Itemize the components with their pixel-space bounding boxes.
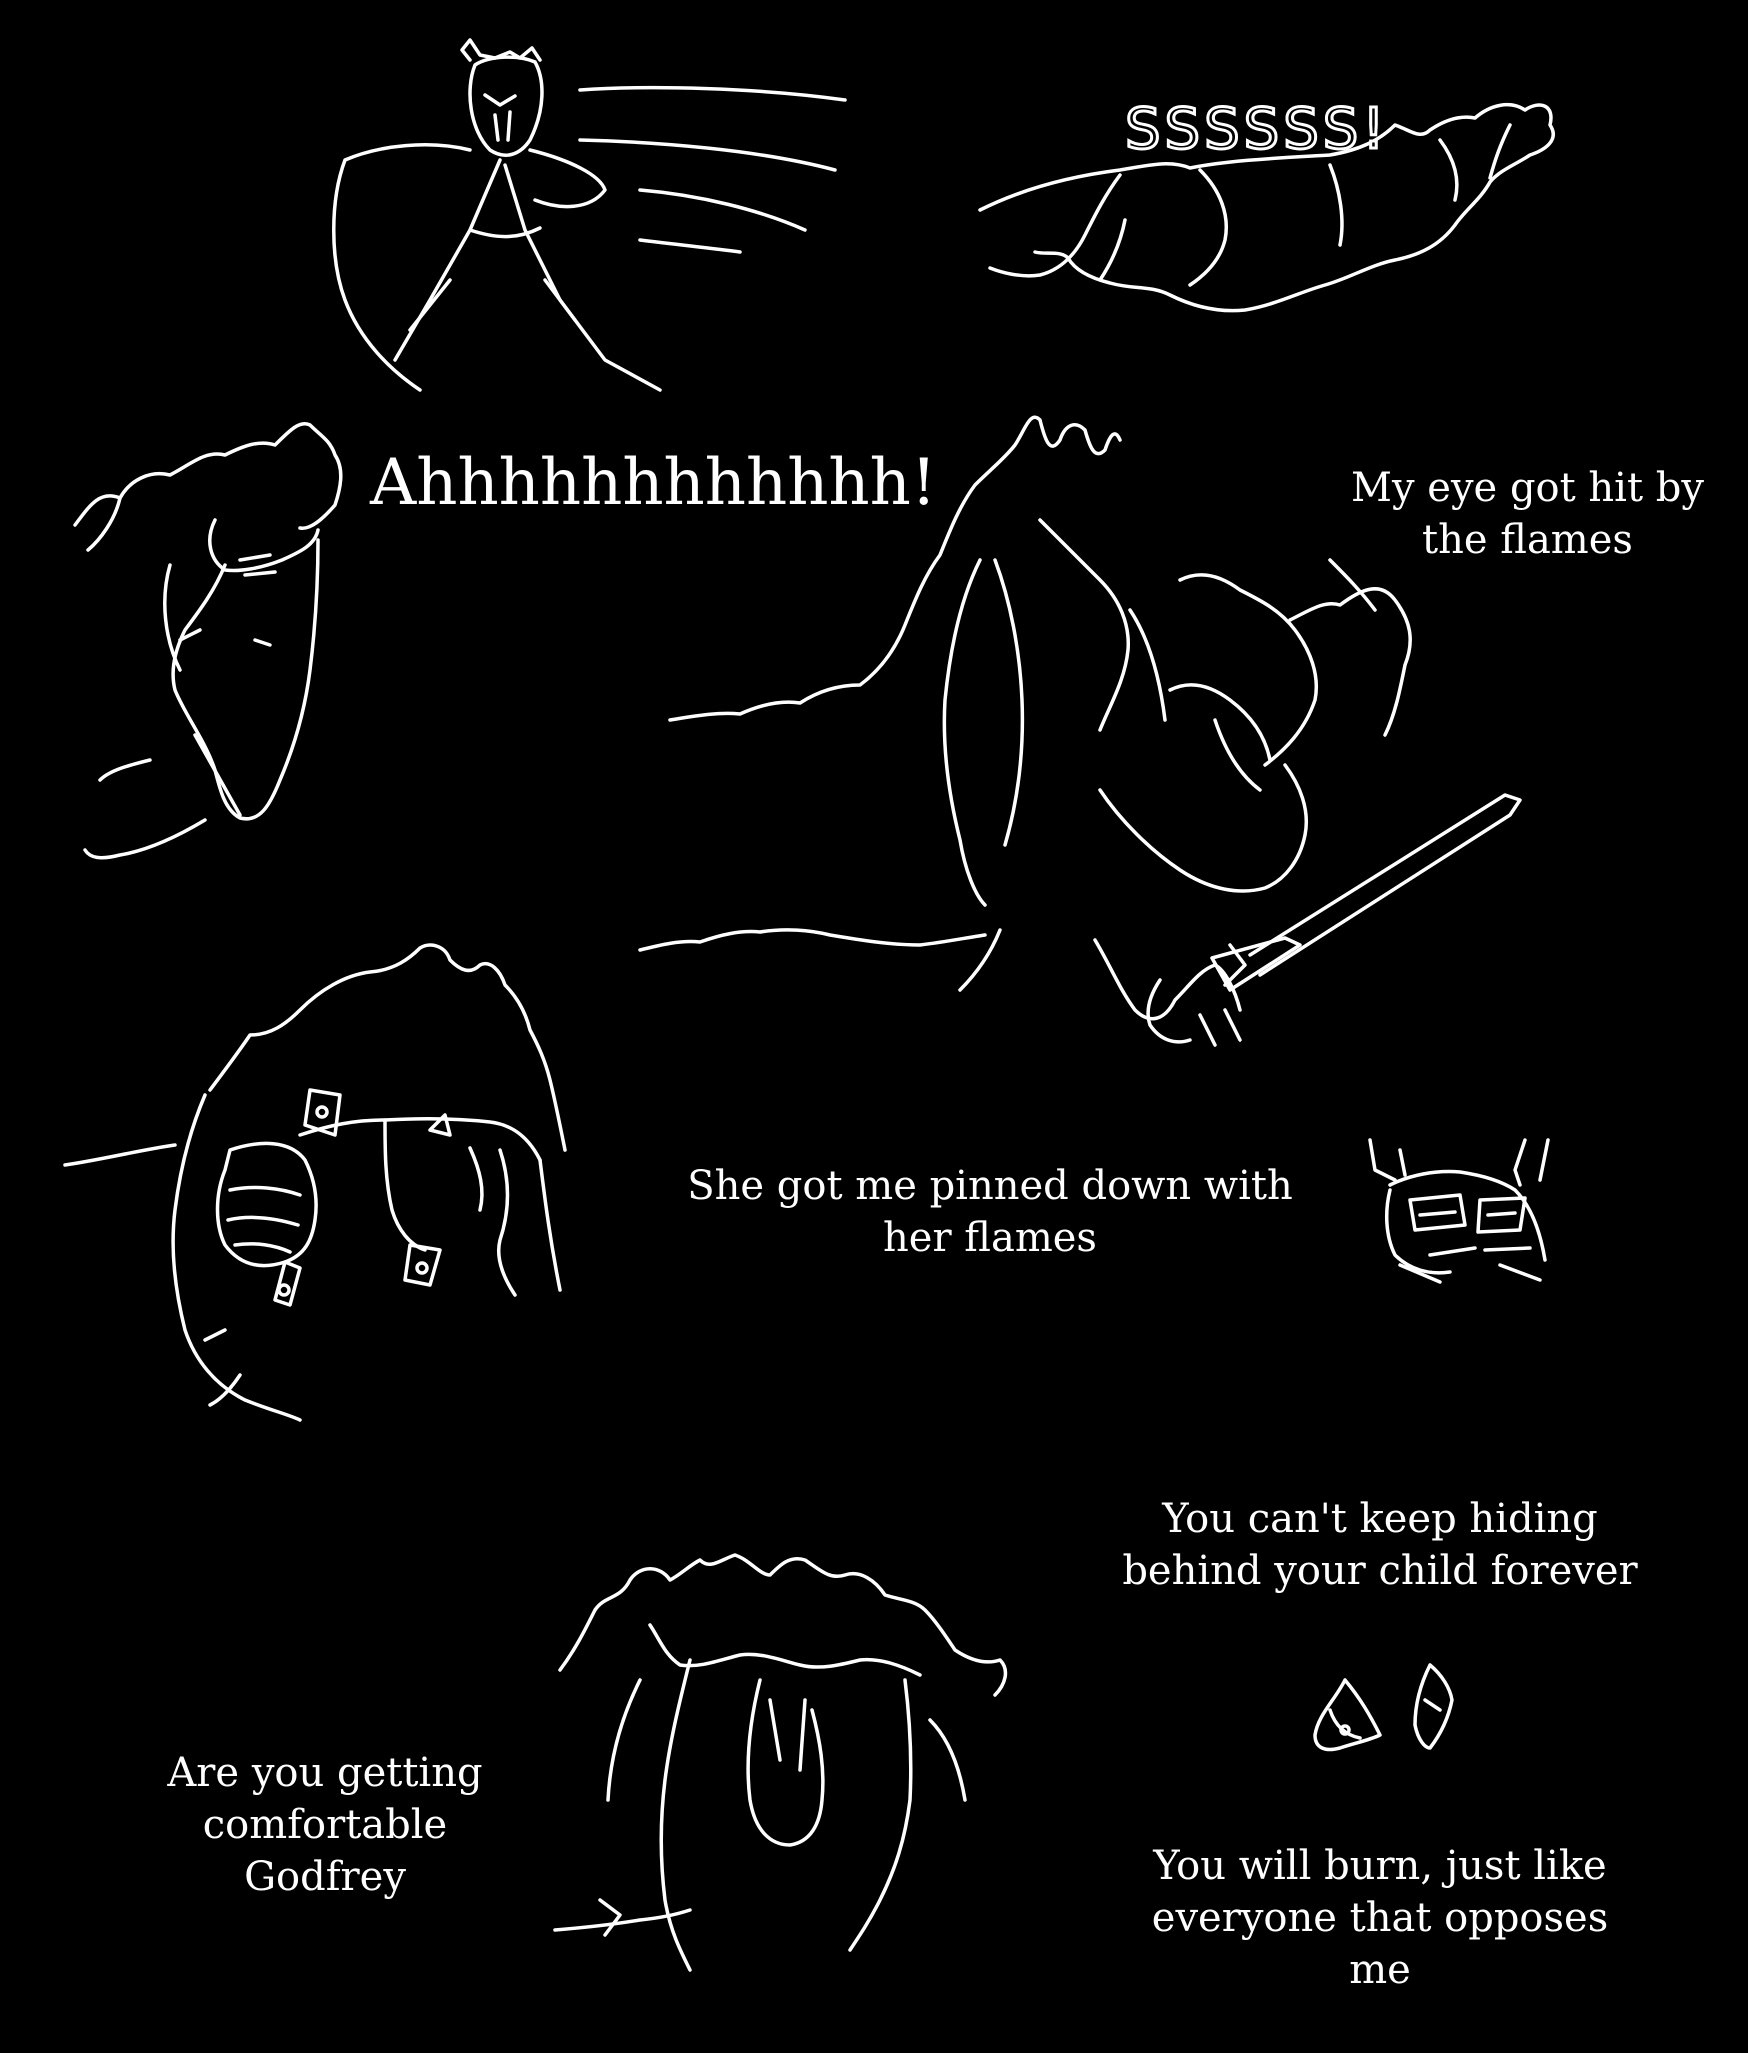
- scream-caption: Ahhhhhhhhhhhh!: [370, 446, 937, 520]
- pinned-caption: She got me pinned down with her flames: [687, 1163, 1293, 1261]
- burning-face-drawing: [75, 424, 341, 858]
- flame-blast-drawing: [980, 97, 1553, 311]
- gripped-arm-drawing: [65, 945, 565, 1420]
- comfortable-caption: Are you getting comfortable Godfrey: [167, 1750, 483, 1900]
- burning-head-drawing: [555, 1555, 1005, 1970]
- dashing-figure-drawing: [334, 40, 845, 390]
- eyes-in-darkness-drawing: [1315, 1665, 1452, 1749]
- sfx-text: SSSSSS!: [1125, 97, 1389, 162]
- hiding-caption: You can't keep hiding behind your child forever: [1122, 1496, 1638, 1594]
- burn-caption: You will burn, just like everyone that opposes me: [1151, 1843, 1609, 1993]
- eye-hit-caption: My eye got hit by the flames: [1351, 465, 1704, 563]
- glaring-eyes-drawing: [1370, 1140, 1548, 1282]
